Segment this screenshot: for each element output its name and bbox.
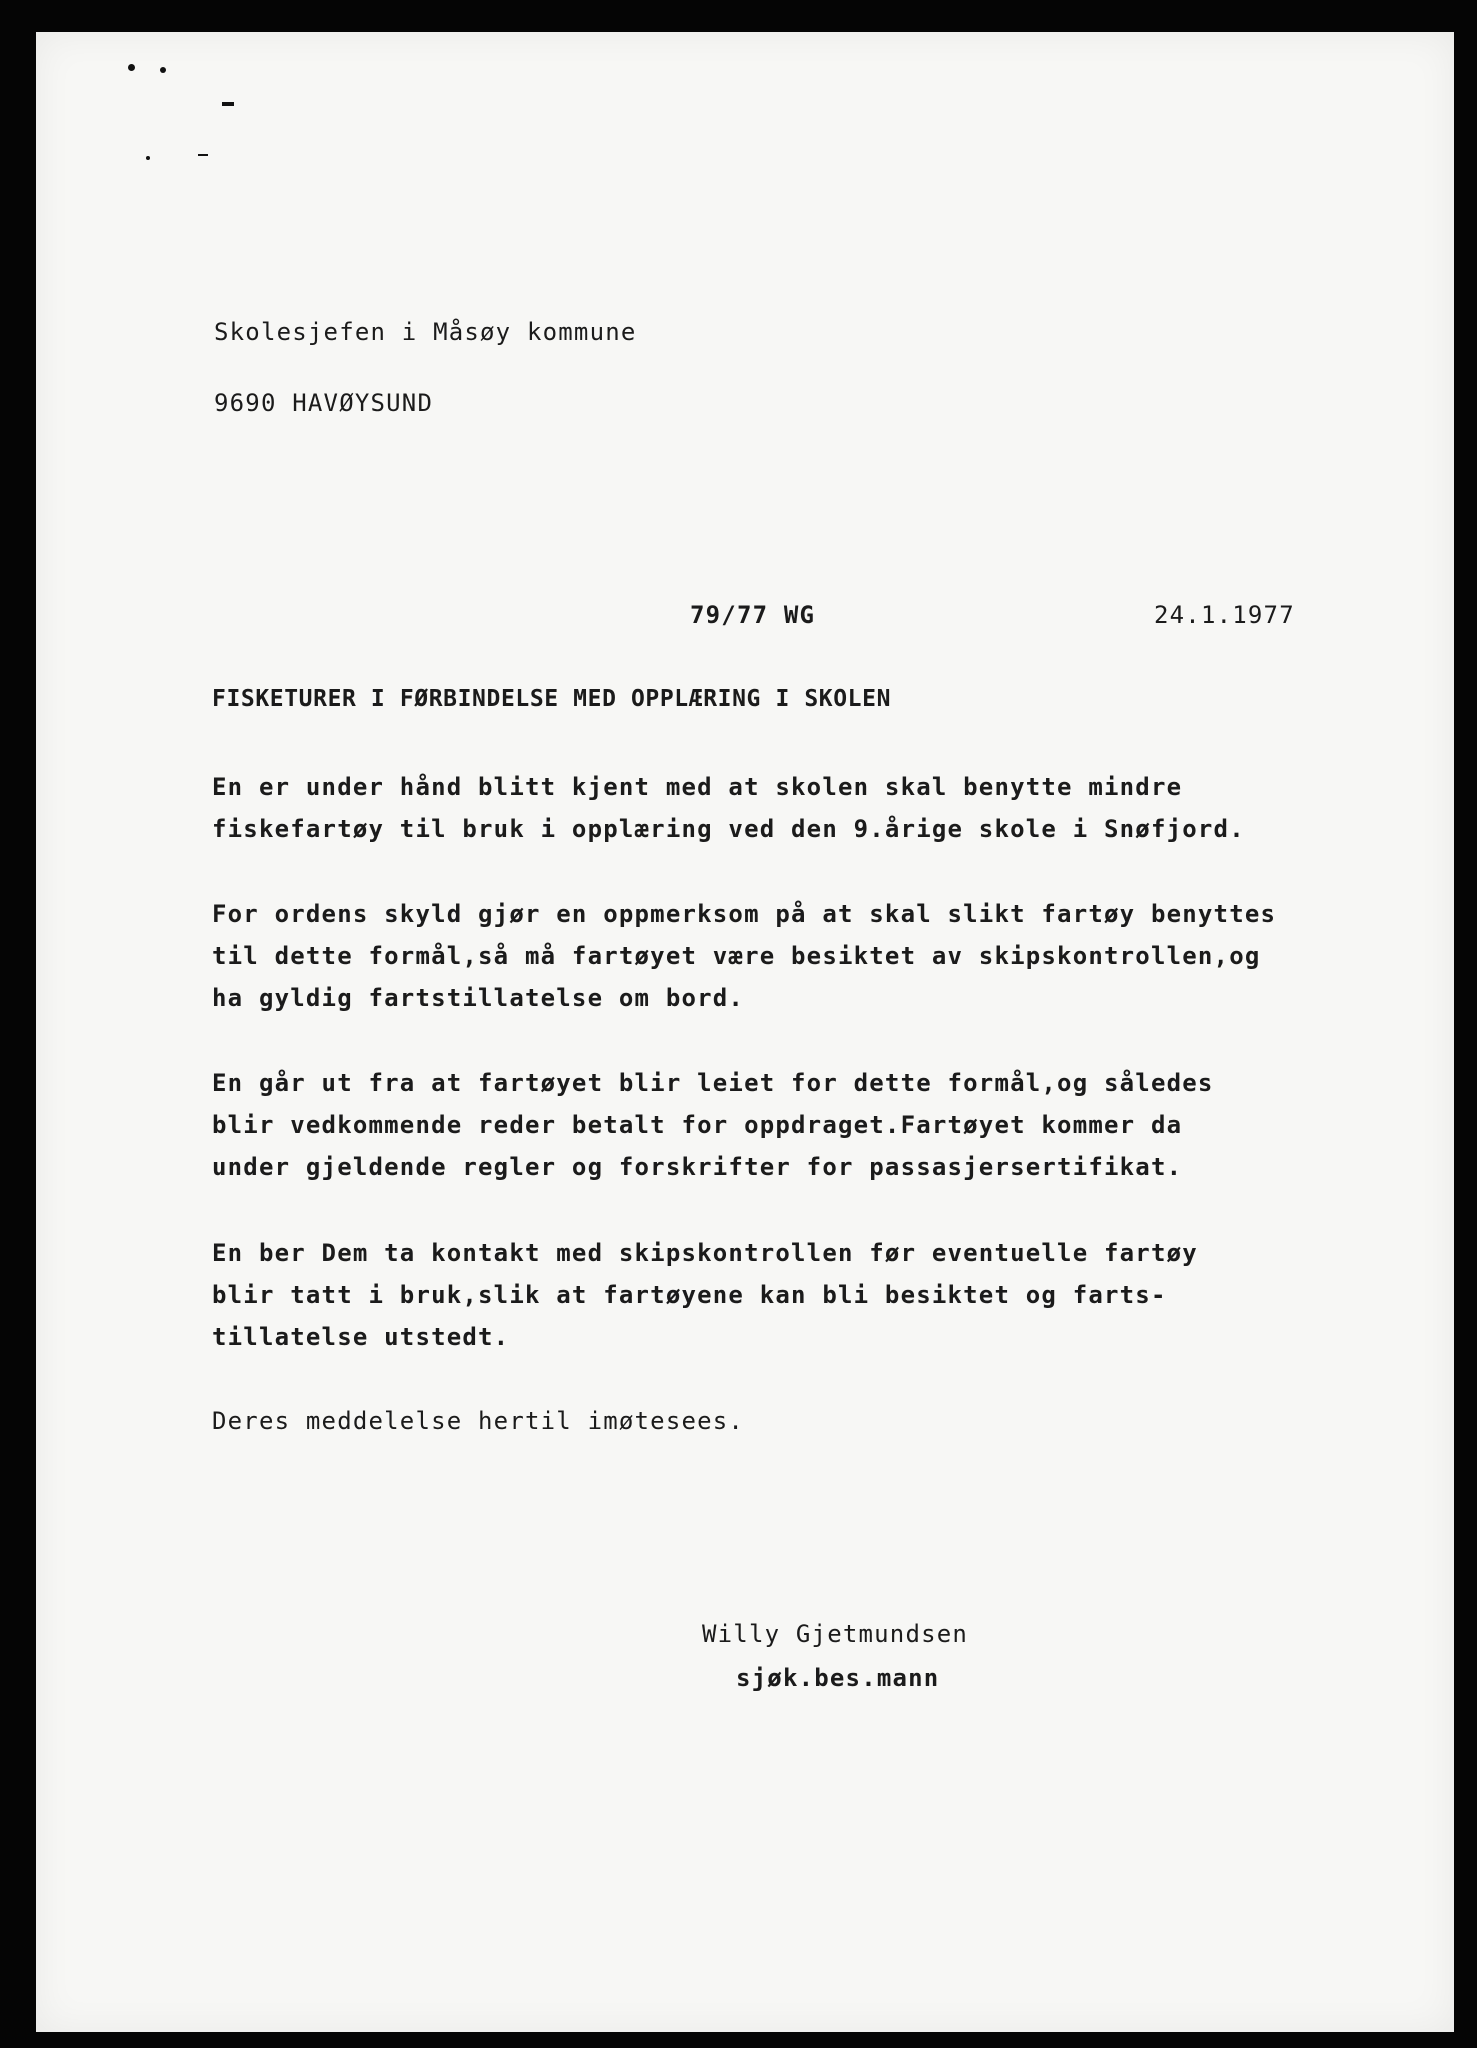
paragraph-line: blir vedkommende reder betalt for oppdraget.Fartøyet kommer da (212, 1111, 1183, 1139)
paragraph (212, 1400, 744, 1442)
paragraph-line: under gjeldende regler og forskrifter for passasjersertifikat. (212, 1153, 1183, 1181)
paragraph-line: En ber Dem ta kontakt med skipskontrollen før eventuelle fartøy (212, 1239, 1198, 1267)
paragraph-line: For ordens skyld gjør en oppmerksom på at skal slikt fartøy benyttes (212, 900, 1277, 928)
paragraph-line: tillatelse utstedt. (212, 1323, 510, 1351)
paragraph-line: blir tatt i bruk,slik at fartøyene kan bli besiktet og farts- (212, 1281, 1167, 1309)
paragraph-line: En går ut fra at fartøyet blir leiet for dette formål,og således (212, 1069, 1214, 1097)
paragraph (212, 1232, 1198, 1358)
paragraph (212, 1062, 1214, 1188)
paragraph-line: En er under hånd blitt kjent med at skolen skal benytte mindre (212, 773, 1183, 801)
reference-number: 79/77 WG (690, 601, 816, 629)
punch-mark (160, 67, 166, 73)
paragraph (212, 893, 1276, 1019)
paragraph-line: ha gyldig fartstillatelse om bord. (212, 984, 745, 1012)
punch-mark (198, 154, 208, 156)
punch-mark (146, 156, 150, 160)
recipient-name: Skolesjefen i Måsøy kommune (214, 318, 637, 346)
punch-mark (128, 64, 135, 71)
paragraph-line: Deres meddelelse hertil imøtesees. (212, 1407, 745, 1435)
paragraph-line: fiskefartøy til bruk i opplæring ved den 9.årige skole i Snøfjord. (212, 815, 1245, 843)
subject-line: FISKETURER I FØRBINDELSE MED OPPLÆRING I SKOLEN (212, 686, 892, 712)
paragraph-line: til dette formål,så må fartøyet være besiktet av skipskontrollen,og (212, 942, 1261, 970)
paragraph (212, 766, 1245, 850)
punch-mark (222, 102, 234, 106)
recipient-address: 9690 HAVØYSUND (214, 389, 434, 417)
signature-title: sjøk.bes.mann (736, 1664, 940, 1692)
signature-name: Willy Gjetmundsen (702, 1620, 969, 1648)
letter-date: 24.1.1977 (1154, 601, 1295, 629)
